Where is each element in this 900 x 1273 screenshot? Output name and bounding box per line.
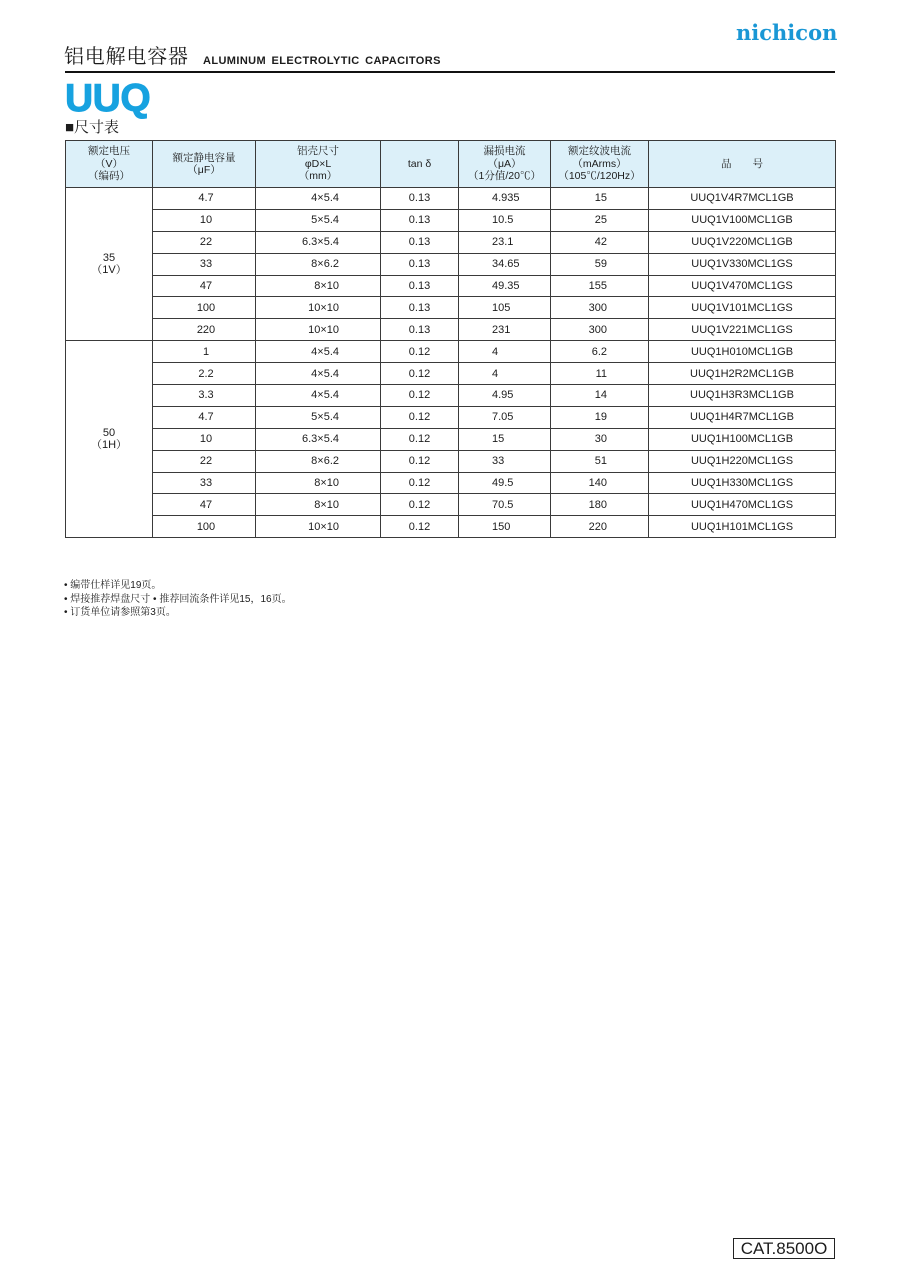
part-number-cell: UUQ1V330MCL1GS [649,253,836,275]
column-header-tan-delta [381,141,459,188]
table-row [66,363,836,385]
ripple-current-cell: 19 [551,406,649,428]
capacitance-cell: 33 [153,253,256,275]
footnote-item: • 编带仕样详见19页。 [64,580,162,591]
ripple-current-cell: 155 [551,275,649,297]
ripple-current-cell: 51 [551,450,649,472]
case-size-cell: 5×5.4 [256,406,381,428]
tan-delta-cell: 0.12 [381,472,459,494]
case-size-cell: 10×10 [256,516,381,538]
capacitance-cell: 2.2 [153,363,256,385]
table-header-row [66,141,836,188]
tan-delta-cell: 0.12 [381,494,459,516]
leakage-current-cell: 4.95 [459,385,551,407]
part-number-cell: UUQ1H2R2MCL1GB [649,363,836,385]
column-header-case-size [256,141,381,188]
voltage-group-cell [66,188,153,341]
header-line: 漏损电流 [483,145,526,158]
part-number-cell: UUQ1H4R7MCL1GB [649,406,836,428]
table-row [66,275,836,297]
table-row [66,188,836,210]
leakage-current-cell: 7.05 [459,406,551,428]
case-size-cell: 4×5.4 [256,385,381,407]
case-size-cell: 10×10 [256,297,381,319]
header-line: （μF） [187,164,221,176]
part-number-cell: UUQ1V221MCL1GS [649,319,836,341]
leakage-current-cell: 49.5 [459,472,551,494]
table-row [66,231,836,253]
table-row [66,428,836,450]
column-header-ripple-current [551,141,649,188]
leakage-current-cell: 34.65 [459,253,551,275]
case-size-cell: 5×5.4 [256,209,381,231]
tan-delta-cell: 0.13 [381,275,459,297]
table-row [66,472,836,494]
leakage-current-cell: 10.5 [459,209,551,231]
tan-delta-cell: 0.13 [381,209,459,231]
capacitance-cell: 4.7 [153,188,256,210]
case-size-cell: 8×10 [256,472,381,494]
capacitance-cell: 4.7 [153,406,256,428]
capacitance-cell: 1 [153,341,256,363]
ripple-current-cell: 11 [551,363,649,385]
table-row [66,209,836,231]
footnote-item: • 焊接推荐焊盘尺寸 • 推荐回流条件详见15，16页。 [64,593,292,605]
ripple-current-cell: 300 [551,297,649,319]
ripple-current-cell: 59 [551,253,649,275]
capacitance-cell: 33 [153,472,256,494]
header-line: （105℃/120Hz） [558,170,641,183]
case-size-cell: 4×5.4 [256,363,381,385]
capacitance-cell: 10 [153,209,256,231]
table-row [66,385,836,407]
table-row [66,450,836,472]
tan-delta-cell: 0.12 [381,450,459,472]
tan-delta-cell: 0.13 [381,231,459,253]
case-size-cell: 10×10 [256,319,381,341]
header-line: （1分值/20℃） [468,170,541,183]
voltage-group-cell [66,341,153,538]
table-row [66,253,836,275]
voltage-code: （1V） [91,264,127,277]
part-number-cell: UUQ1V100MCL1GB [649,209,836,231]
header-line: φD×L [304,157,332,170]
capacitance-cell: 47 [153,494,256,516]
table-row [66,297,836,319]
header-line: 铝壳尺寸 [297,145,339,158]
part-number-cell: UUQ1H470MCL1GS [649,494,836,516]
part-number-cell: UUQ1H330MCL1GS [649,472,836,494]
table-row [66,406,836,428]
part-number-cell: UUQ1H010MCL1GB [649,341,836,363]
section-title: ■尺寸表 [65,119,120,136]
catalog-number: CAT.8500O [733,1238,835,1259]
header-line: tan δ [407,157,432,170]
leakage-current-cell: 105 [459,297,551,319]
part-number-cell: UUQ1V101MCL1GS [649,297,836,319]
footnotes [64,579,292,620]
ripple-current-cell: 15 [551,188,649,210]
case-size-cell: 8×10 [256,275,381,297]
part-number-cell: UUQ1V220MCL1GB [649,231,836,253]
header-line: 品 号 [721,157,763,170]
ripple-current-cell: 140 [551,472,649,494]
tan-delta-cell: 0.13 [381,297,459,319]
header-line: （μA） [487,157,522,170]
header-line: （编码） [88,170,130,183]
leakage-current-cell: 231 [459,319,551,341]
capacitance-cell: 100 [153,516,256,538]
capacitance-cell: 22 [153,231,256,253]
header-line: 额定电压 [88,145,130,158]
tan-delta-cell: 0.12 [381,341,459,363]
header-line: 额定静电容量 [172,151,236,164]
voltage-value: 35 [102,252,116,265]
tan-delta-cell: 0.12 [381,385,459,407]
tan-delta-cell: 0.13 [381,319,459,341]
brand-logo: nichicon [736,20,838,45]
capacitance-cell: 3.3 [153,385,256,407]
leakage-current-cell: 15 [459,428,551,450]
ripple-current-cell: 30 [551,428,649,450]
part-number-cell: UUQ1H100MCL1GB [649,428,836,450]
page-title-english: ALUMINUM ELECTROLYTIC CAPACITORS [203,55,441,67]
tan-delta-cell: 0.12 [381,516,459,538]
part-number-cell: UUQ1V470MCL1GS [649,275,836,297]
leakage-current-cell: 4 [459,341,551,363]
part-number-cell: UUQ1V4R7MCL1GB [649,188,836,210]
capacitance-cell: 47 [153,275,256,297]
tan-delta-cell: 0.13 [381,188,459,210]
table-row [66,494,836,516]
tan-delta-cell: 0.13 [381,253,459,275]
case-size-cell: 4×5.4 [256,341,381,363]
ripple-current-cell: 42 [551,231,649,253]
ripple-current-cell: 300 [551,319,649,341]
capacitance-cell: 10 [153,428,256,450]
footnote-item: • 订货单位请参照第3页。 [64,607,176,618]
leakage-current-cell: 4 [459,363,551,385]
ripple-current-cell: 14 [551,385,649,407]
column-header-capacitance [153,141,256,188]
leakage-current-cell: 4.935 [459,188,551,210]
column-header-rated-voltage [66,141,153,188]
leakage-current-cell: 49.35 [459,275,551,297]
page-title-chinese: 铝电解电容器 [64,46,189,68]
header-line: 额定纹波电流 [568,145,631,158]
case-size-cell: 8×10 [256,494,381,516]
part-number-cell: UUQ1H3R3MCL1GB [649,385,836,407]
leakage-current-cell: 70.5 [459,494,551,516]
header-line: （V） [94,157,123,170]
table-row [66,516,836,538]
part-number-cell: UUQ1H220MCL1GS [649,450,836,472]
capacitance-cell: 220 [153,319,256,341]
dimensions-table [65,140,836,538]
case-size-cell: 6.3×5.4 [256,231,381,253]
ripple-current-cell: 25 [551,209,649,231]
case-size-cell: 6.3×5.4 [256,428,381,450]
tan-delta-cell: 0.12 [381,363,459,385]
ripple-current-cell: 220 [551,516,649,538]
leakage-current-cell: 150 [459,516,551,538]
column-header-leakage-current [459,141,551,188]
leakage-current-cell: 33 [459,450,551,472]
column-header-part-number [649,141,836,188]
ripple-current-cell: 180 [551,494,649,516]
header-line: （mm） [298,170,338,183]
capacitance-cell: 22 [153,450,256,472]
part-number-cell: UUQ1H101MCL1GS [649,516,836,538]
tan-delta-cell: 0.12 [381,428,459,450]
voltage-value: 50 [102,427,116,440]
header-divider [65,71,835,73]
voltage-code: （1H） [90,439,128,452]
table-row [66,319,836,341]
case-size-cell: 8×6.2 [256,253,381,275]
header-line: （mArms） [572,157,627,170]
series-name: UUQ [65,77,151,120]
table-row [66,341,836,363]
case-size-cell: 8×6.2 [256,450,381,472]
capacitance-cell: 100 [153,297,256,319]
tan-delta-cell: 0.12 [381,406,459,428]
ripple-current-cell: 6.2 [551,341,649,363]
leakage-current-cell: 23.1 [459,231,551,253]
case-size-cell: 4×5.4 [256,188,381,210]
